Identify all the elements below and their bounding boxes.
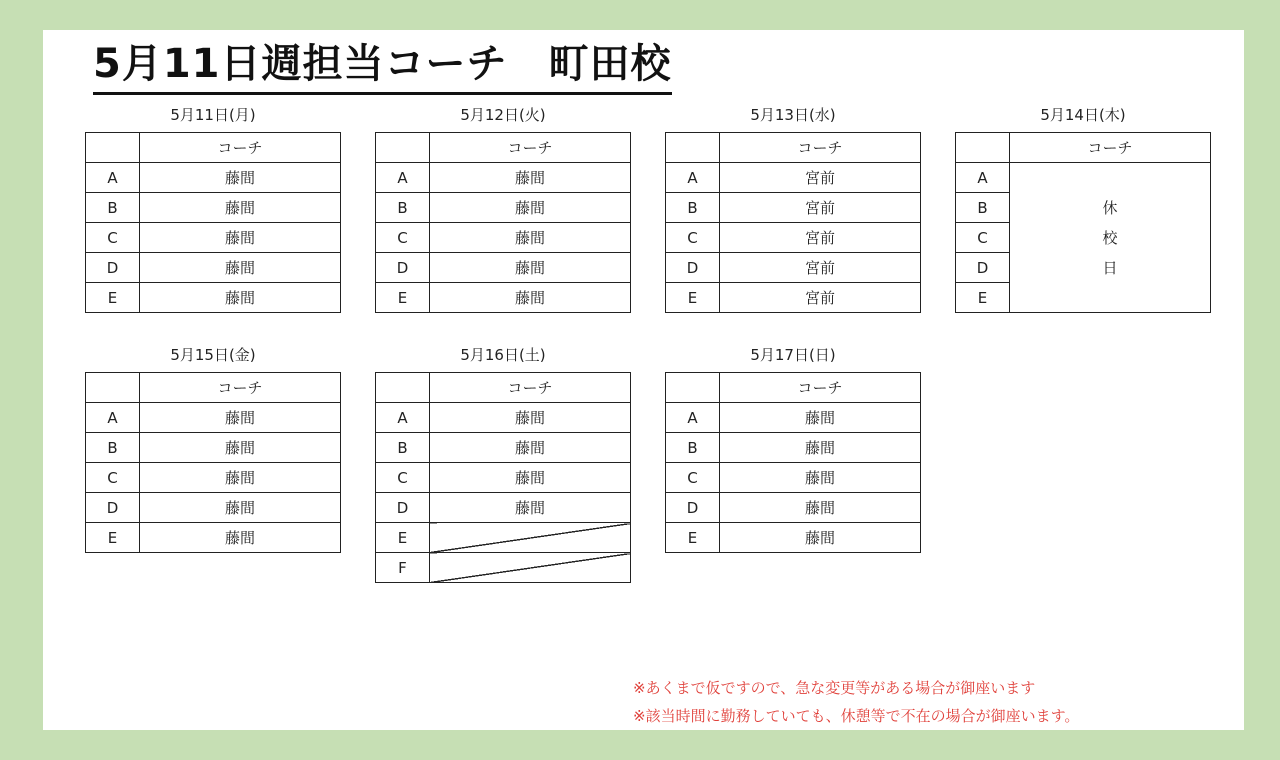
table-row <box>666 193 921 223</box>
schedule-table <box>665 372 921 553</box>
coach-name-cell: 宮前 <box>720 193 921 223</box>
coach-name-cell: 藤間 <box>140 403 341 433</box>
slot-label-cell: A <box>86 403 140 433</box>
slot-label-cell: D <box>376 253 430 283</box>
slot-label-cell: C <box>86 223 140 253</box>
table-row <box>86 163 341 193</box>
slot-label-cell: A <box>376 403 430 433</box>
header-blank-cell <box>666 373 720 403</box>
coach-header-cell: コーチ <box>430 373 631 403</box>
table-row <box>86 493 341 523</box>
coach-name-cell: 宮前 <box>720 283 921 313</box>
day-block <box>85 105 341 313</box>
coach-name-cell: 藤間 <box>140 463 341 493</box>
day-label: 5月14日(木) <box>1040 106 1126 124</box>
table-row <box>376 463 631 493</box>
slot-label-cell: B <box>86 193 140 223</box>
day-block <box>375 105 631 313</box>
schedule-table <box>375 372 631 583</box>
slot-label-cell: A <box>666 163 720 193</box>
coach-name-cell: 藤間 <box>430 223 631 253</box>
table-row <box>376 193 631 223</box>
table-row <box>86 523 341 553</box>
table-row <box>666 283 921 313</box>
slot-label-cell: A <box>956 163 1010 193</box>
coach-header-cell: コーチ <box>720 133 921 163</box>
slot-label-cell: A <box>376 163 430 193</box>
slot-label-cell: E <box>86 523 140 553</box>
slot-label-cell: D <box>956 253 1010 283</box>
slot-label-cell: E <box>956 283 1010 313</box>
unassigned-cell <box>430 523 631 553</box>
schedule-table <box>375 132 631 313</box>
coach-name-cell: 藤間 <box>430 403 631 433</box>
slot-label-cell: B <box>86 433 140 463</box>
table-row <box>376 553 631 583</box>
schedule-table <box>85 132 341 313</box>
day-label: 5月16日(土) <box>460 346 546 364</box>
slot-label-cell: E <box>666 523 720 553</box>
slot-label-cell: D <box>86 253 140 283</box>
header-blank-cell <box>86 373 140 403</box>
closed-day-cell <box>1010 163 1211 313</box>
header-row <box>86 373 341 403</box>
coach-name-cell: 藤間 <box>430 433 631 463</box>
coach-name-cell: 藤間 <box>430 193 631 223</box>
note-line: ※あくまで仮ですので、急な変更等がある場合が御座います <box>633 679 1036 697</box>
table-row <box>666 463 921 493</box>
slot-label-cell: C <box>376 223 430 253</box>
table-row <box>666 163 921 193</box>
slot-label-cell: E <box>86 283 140 313</box>
coach-name-cell: 宮前 <box>720 223 921 253</box>
table-row <box>376 253 631 283</box>
coach-header-cell: コーチ <box>430 133 631 163</box>
slot-label-cell: B <box>956 193 1010 223</box>
coach-name-cell: 藤間 <box>430 463 631 493</box>
day-label: 5月15日(金) <box>170 346 256 364</box>
slot-label-cell: C <box>86 463 140 493</box>
header-row <box>666 373 921 403</box>
day-label: 5月13日(水) <box>750 106 836 124</box>
table-row <box>376 433 631 463</box>
coach-name-cell: 藤間 <box>140 523 341 553</box>
table-row <box>376 523 631 553</box>
table-row <box>86 463 341 493</box>
header-blank-cell <box>956 133 1010 163</box>
header-row <box>86 133 341 163</box>
coach-name-cell: 宮前 <box>720 253 921 283</box>
page-title: 5月11日週担当コーチ 町田校 <box>93 36 672 95</box>
coach-name-cell: 藤間 <box>140 283 341 313</box>
schedule-table <box>955 132 1211 313</box>
header-blank-cell <box>666 133 720 163</box>
table-row <box>666 253 921 283</box>
table-row <box>376 163 631 193</box>
coach-name-cell: 藤間 <box>140 193 341 223</box>
table-row <box>86 223 341 253</box>
slot-label-cell: A <box>86 163 140 193</box>
slot-label-cell: B <box>666 193 720 223</box>
schedule-table <box>85 372 341 553</box>
header-row <box>376 133 631 163</box>
slot-label-cell: F <box>376 553 430 583</box>
coach-name-cell: 藤間 <box>140 223 341 253</box>
slot-label-cell: C <box>956 223 1010 253</box>
coach-name-cell: 藤間 <box>140 493 341 523</box>
table-row <box>376 403 631 433</box>
day-block <box>85 345 341 553</box>
table-row <box>666 523 921 553</box>
coach-name-cell: 藤間 <box>430 493 631 523</box>
closed-day-char: 校 <box>1102 228 1118 247</box>
day-block <box>665 105 921 313</box>
day-block <box>375 345 631 583</box>
schedule-table <box>665 132 921 313</box>
coach-name-cell: 藤間 <box>430 163 631 193</box>
coach-header-cell: コーチ <box>140 133 341 163</box>
slot-label-cell: D <box>666 253 720 283</box>
table-row <box>86 283 341 313</box>
coach-name-cell: 藤間 <box>140 433 341 463</box>
table-row <box>956 163 1211 193</box>
header-blank-cell <box>86 133 140 163</box>
day-block <box>665 345 921 553</box>
header-row <box>956 133 1211 163</box>
unassigned-cell <box>430 553 631 583</box>
slot-label-cell: C <box>376 463 430 493</box>
header-blank-cell <box>376 133 430 163</box>
table-row <box>666 403 921 433</box>
slot-label-cell: D <box>666 493 720 523</box>
slot-label-cell: B <box>376 433 430 463</box>
slot-label-cell: C <box>666 223 720 253</box>
table-row <box>376 493 631 523</box>
coach-name-cell: 藤間 <box>140 163 341 193</box>
slot-label-cell: A <box>666 403 720 433</box>
coach-name-cell: 藤間 <box>430 283 631 313</box>
day-label: 5月11日(月) <box>170 106 256 124</box>
header-blank-cell <box>376 373 430 403</box>
closed-day-char: 日 <box>1102 258 1118 277</box>
table-row <box>376 283 631 313</box>
schedule-sheet <box>43 30 1244 730</box>
table-row <box>86 193 341 223</box>
header-row <box>376 373 631 403</box>
closed-day-char: 休 <box>1102 198 1118 217</box>
coach-header-cell: コーチ <box>1010 133 1211 163</box>
day-label: 5月12日(火) <box>460 106 546 124</box>
slot-label-cell: D <box>86 493 140 523</box>
table-row <box>666 433 921 463</box>
notes <box>633 674 1079 730</box>
note-line: ※該当時間に勤務していても、休憩等で不在の場合が御座います。 <box>633 707 1080 725</box>
coach-name-cell: 藤間 <box>720 523 921 553</box>
slot-label-cell: E <box>376 523 430 553</box>
slot-label-cell: E <box>376 283 430 313</box>
slot-label-cell: B <box>666 433 720 463</box>
coach-name-cell: 藤間 <box>720 433 921 463</box>
coach-name-cell: 藤間 <box>140 253 341 283</box>
table-row <box>666 223 921 253</box>
table-row <box>376 223 631 253</box>
table-row <box>86 403 341 433</box>
slot-label-cell: D <box>376 493 430 523</box>
coach-name-cell: 藤間 <box>720 403 921 433</box>
table-row <box>666 493 921 523</box>
coach-name-cell: 藤間 <box>430 253 631 283</box>
table-row <box>86 253 341 283</box>
coach-header-cell: コーチ <box>720 373 921 403</box>
coach-name-cell: 宮前 <box>720 163 921 193</box>
slot-label-cell: E <box>666 283 720 313</box>
coach-name-cell: 藤間 <box>720 463 921 493</box>
coach-name-cell: 藤間 <box>720 493 921 523</box>
slot-label-cell: C <box>666 463 720 493</box>
table-row <box>86 433 341 463</box>
slot-label-cell: B <box>376 193 430 223</box>
header-row <box>666 133 921 163</box>
day-block <box>955 105 1211 313</box>
day-label: 5月17日(日) <box>750 346 836 364</box>
coach-header-cell: コーチ <box>140 373 341 403</box>
